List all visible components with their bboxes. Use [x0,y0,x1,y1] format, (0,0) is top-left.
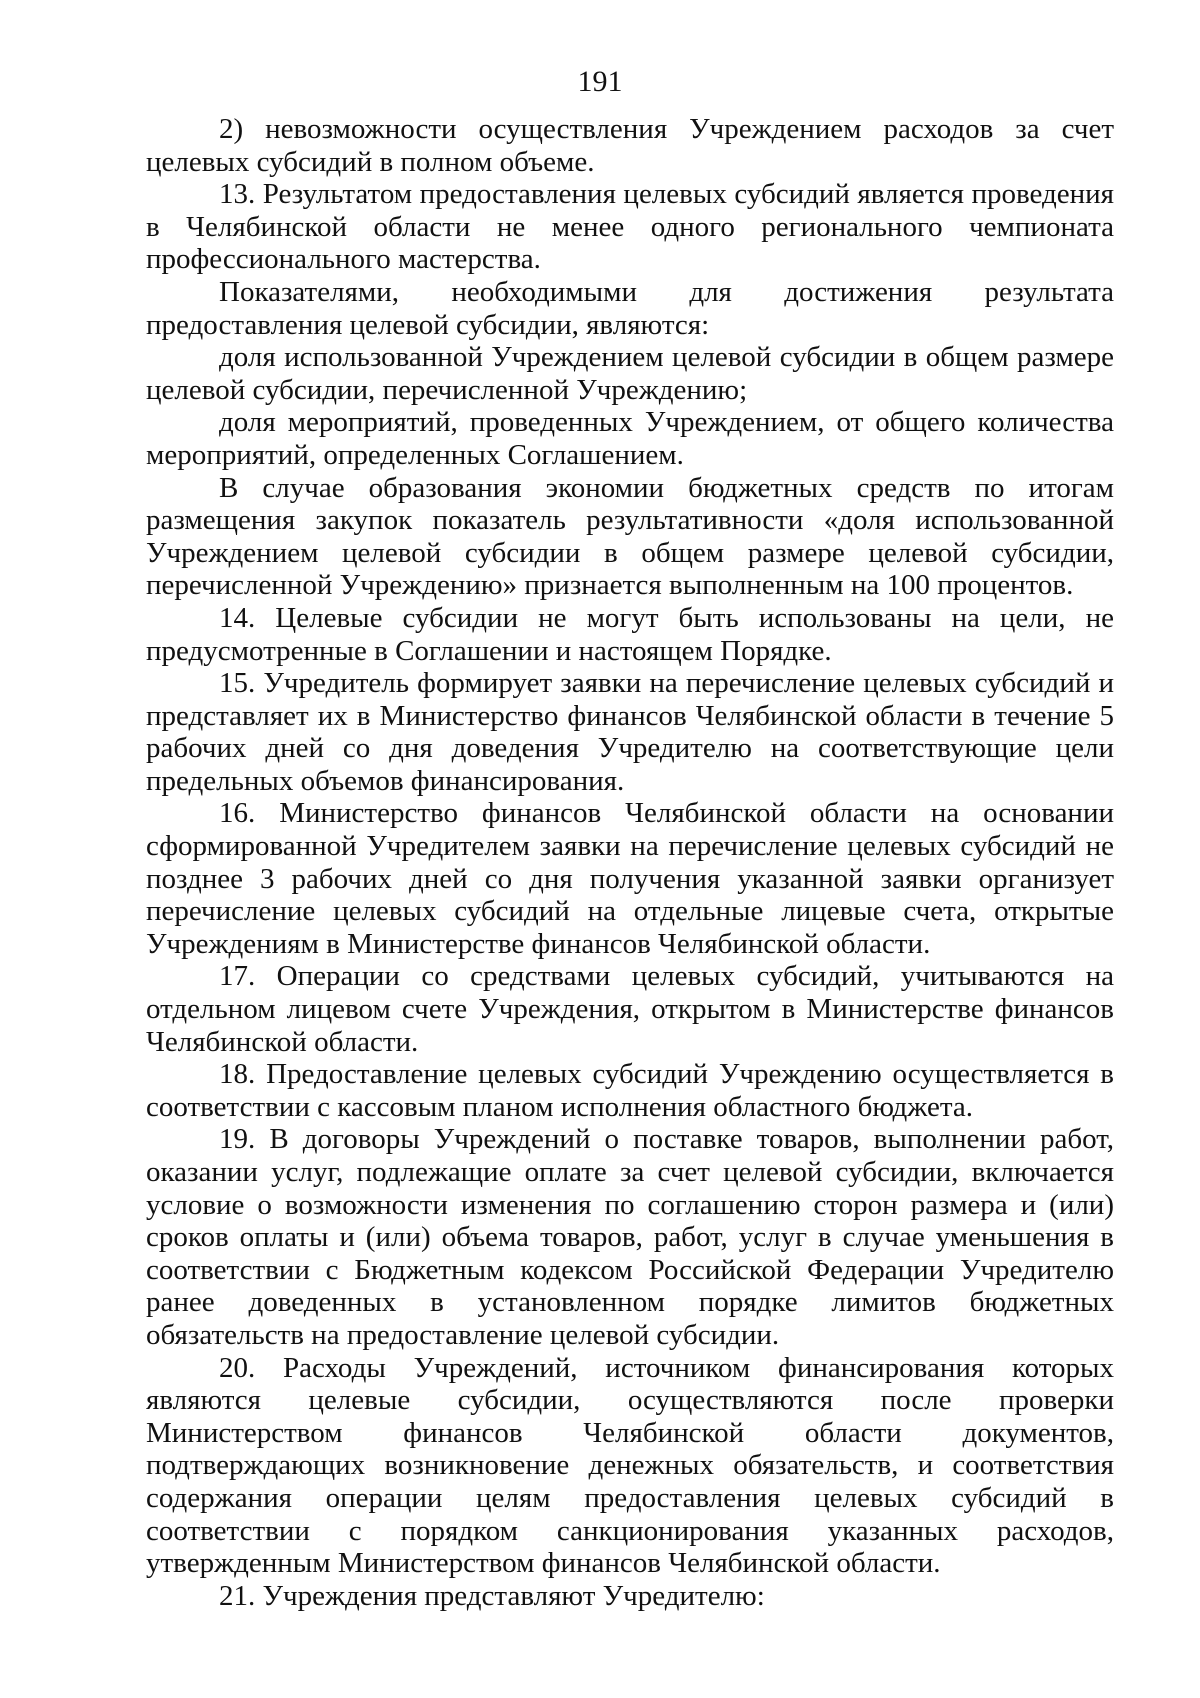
paragraph-item-21: 21. Учреждения представляют Учредителю: [219,1579,765,1612]
paragraph: доля мероприятий, проведенных Учреждением, от общего количества мероприятий, определенных Соглашением. [146,406,1114,471]
paragraph: Показателями, необходимыми для достижения результата предоставления целевой субсидии, являются: [146,275,1114,341]
paragraph-item-14: 14. Целевые субсидии не могут быть использованы на цели, не предусмотренные в Соглашении и настоящем Порядке. [146,601,1114,667]
paragraph-item-16: 16. Министерство финансов Челябинской области на основании сформированной Учредителем заявки на перечисление целевых субсидий не позднее 3 рабочих дней со дня получения указанной заявки организует перечисление целевых субсидий на отдельные лицевые счета, открытые Учреждениям в Министерстве финансов Челябинской области. [146,797,1114,960]
paragraph: 2) невозможности осуществления Учреждением расходов за счет целевых субсидий в полном объеме. [146,113,1114,178]
paragraph: доля использованной Учреждением целевой субсидии в общем размере целевой субсидии, перечисленной Учреждению; [146,341,1114,406]
paragraph-item-20: 20. Расходы Учреждений, источником финансирования которых являются целевые субсидии, осуществляются после проверки Министерством финансов Челябинской области документов, подтверждающих возникновение денежных обязательств, и соответствия содержания операции целям предоставления целевых субсидий в соответствии с порядком санкционирования указанных расходов, утвержденным Министерством финансов Челябинской области. [146,1351,1114,1580]
document-body [146,113,1114,1612]
paragraph-item-18: 18. Предоставление целевых субсидий Учреждению осуществляется в соответствии с кассовым планом исполнения областного бюджета. [146,1058,1114,1123]
paragraph: В случае образования экономии бюджетных средств по итогам размещения закупок показатель результативности «доля использованной Учреждением целевой субсидии в общем размере целевой субсидии, перечисленной Учреждению» признается выполненным на 100 процентов. [146,471,1114,602]
paragraph-item-13: 13. Результатом предоставления целевых субсидий является проведения в Челябинской области не менее одного регионального чемпионата профессионального мастерства. [146,178,1114,276]
page-number: 191 [577,65,623,98]
paragraph-item-19: 19. В договоры Учреждений о поставке товаров, выполнении работ, оказании услуг, подлежащие оплате за счет целевой субсидии, включается условие о возможности изменения по соглашению сторон размера и (или) сроков оплаты и (или) объема товаров, работ, услуг в случае уменьшения в соответствии с Бюджетным кодексом Российской Федерации Учредителю ранее доведенных в установленном порядке лимитов бюджетных обязательств на предоставление целевой субсидии. [146,1123,1114,1351]
paragraph-item-17: 17. Операции со средствами целевых субсидий, учитываются на отдельном лицевом счете Учреждения, открытом в Министерстве финансов Челябинской области. [146,960,1114,1058]
paragraph-item-15: 15. Учредитель формирует заявки на перечисление целевых субсидий и представляет их в Министерство финансов Челябинской области в течение 5 рабочих дней со дня доведения Учредителю на соответствующие цели предельных объемов финансирования. [146,667,1114,797]
